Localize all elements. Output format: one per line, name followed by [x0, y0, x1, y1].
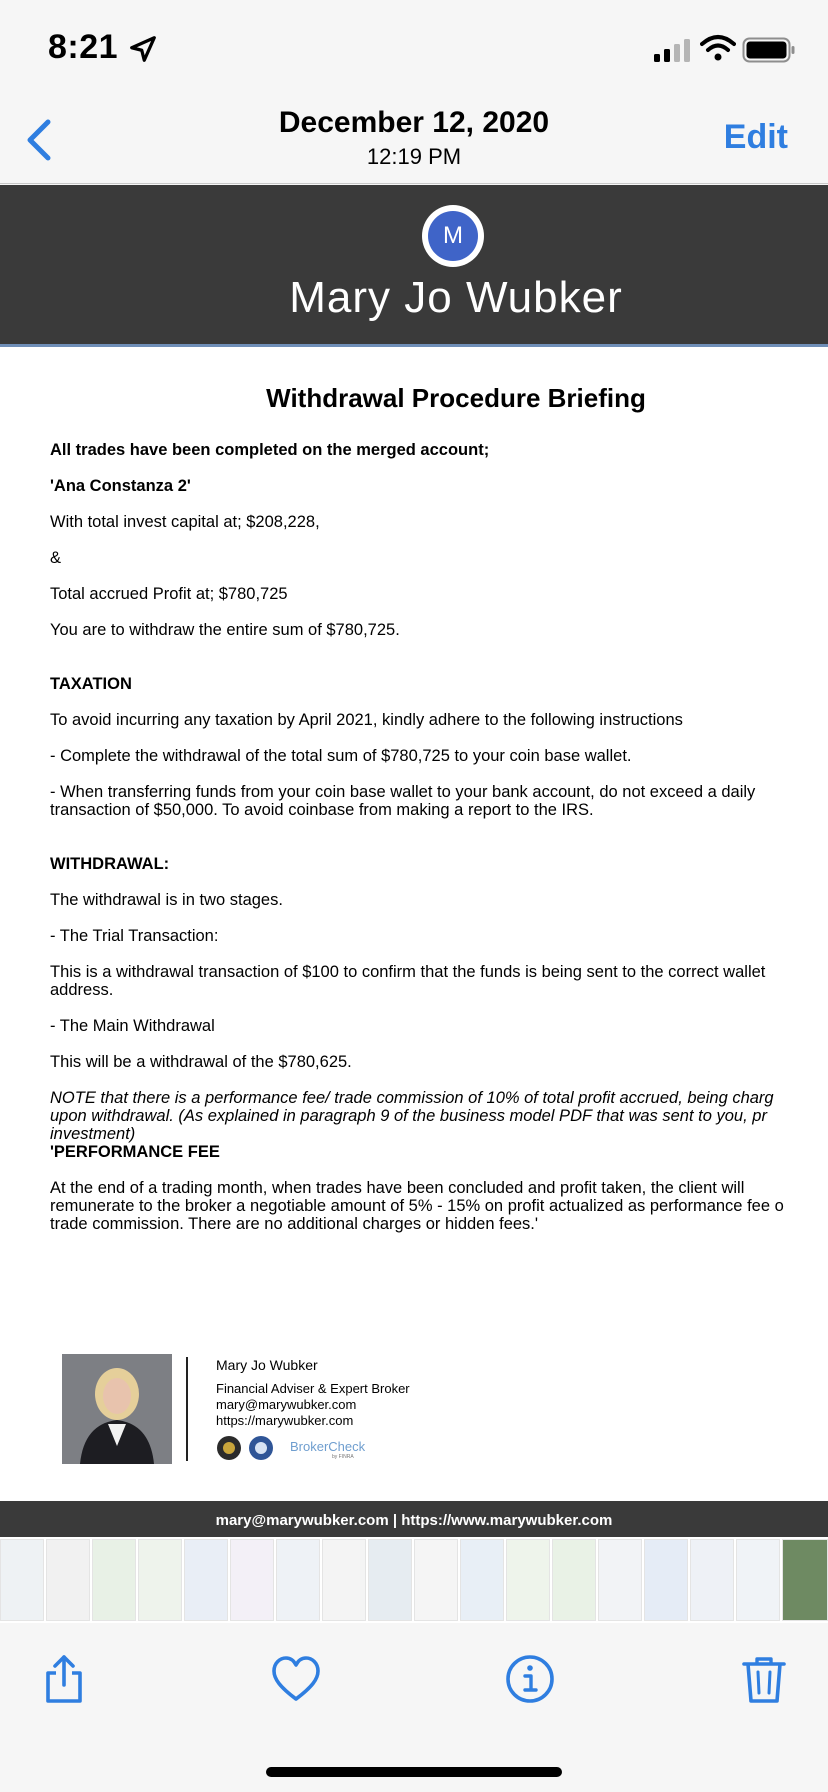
bottom-toolbar [0, 1623, 828, 1792]
section-heading: 'PERFORMANCE FEE [50, 1143, 220, 1161]
brokercheck-badge: BrokerCheck [290, 1439, 366, 1454]
favorite-heart-icon[interactable] [270, 1653, 322, 1705]
thumbnail[interactable] [276, 1539, 320, 1621]
status-bar [0, 0, 828, 96]
document-line: & [50, 549, 62, 567]
thumbnail[interactable] [506, 1539, 550, 1621]
document-line: - The Main Withdrawal [50, 1017, 215, 1035]
thumbnail[interactable] [322, 1539, 366, 1621]
status-time: 8:21 [48, 28, 119, 66]
thumbnail[interactable] [690, 1539, 734, 1621]
document-line: The withdrawal is in two stages. [50, 891, 283, 909]
signature-name: Mary Jo Wubker [216, 1357, 318, 1373]
document-line: - The Trial Transaction: [50, 927, 219, 945]
document-line: To avoid incurring any taxation by April 2021, kindly adhere to the following instructions [50, 711, 683, 729]
signature-email: mary@marywubker.com [216, 1397, 357, 1412]
brokercheck-badge-sub: by FINRA [332, 1454, 354, 1460]
thumbnail[interactable] [46, 1539, 90, 1621]
signature-portrait-image [62, 1354, 172, 1464]
brand-name: Mary Jo Wubker [289, 273, 623, 322]
signature-website: https://marywubker.com [216, 1413, 354, 1428]
document-line: 'Ana Constanza 2' [50, 477, 191, 495]
signature-role: Financial Adviser & Expert Broker [216, 1381, 410, 1396]
document-line: This is a withdrawal transaction of $100 to confirm that the funds is being sent to the correct wallet [50, 963, 766, 981]
document-line: At the end of a trading month, when trades have been concluded and profit taken, the client will [50, 1179, 745, 1197]
document-line: This will be a withdrawal of the $780,625. [50, 1053, 352, 1071]
document-line: - When transferring funds from your coin base wallet to your bank account, do not exceed a daily [50, 783, 756, 801]
photo-time: 12:19 PM [366, 144, 462, 169]
thumbnail[interactable] [552, 1539, 596, 1621]
cellular-signal-icon [652, 38, 692, 62]
photo-date: December 12, 2020 [278, 106, 550, 139]
document-line: address. [50, 981, 114, 999]
document-line: With total invest capital at; $208,228, [50, 513, 320, 531]
thumbnail[interactable] [138, 1539, 182, 1621]
document-line: trade commission. There are no additional charges or hidden fees.' [50, 1215, 539, 1233]
thumbnail[interactable] [230, 1539, 274, 1621]
section-heading: WITHDRAWAL: [50, 855, 170, 873]
edit-button[interactable]: Edit [723, 118, 788, 156]
thumbnail[interactable] [598, 1539, 642, 1621]
thumbnail[interactable] [368, 1539, 412, 1621]
document-header [0, 185, 828, 347]
document-line: You are to withdraw the entire sum of $780,725. [50, 621, 400, 639]
brand-logo-letter: M [428, 211, 478, 261]
portrait-figure-icon [62, 1354, 172, 1464]
share-icon[interactable] [38, 1653, 90, 1705]
document-line: investment) [50, 1125, 136, 1143]
home-indicator[interactable] [266, 1767, 562, 1777]
location-arrow-icon [128, 34, 158, 64]
document-line: NOTE that there is a performance fee/ trade commission of 10% of total profit accrued, being charg [50, 1089, 774, 1107]
thumbnail[interactable] [92, 1539, 136, 1621]
thumbnail[interactable] [782, 1539, 828, 1621]
thumbnail[interactable] [0, 1539, 44, 1621]
wifi-icon [700, 34, 736, 62]
certification-seal-icon [216, 1435, 276, 1461]
thumbnail[interactable] [644, 1539, 688, 1621]
thumbnail-strip[interactable] [0, 1537, 828, 1623]
document-footer: mary@marywubker.com | https://www.marywubker.com [0, 1501, 828, 1537]
thumbnail[interactable] [184, 1539, 228, 1621]
section-heading: TAXATION [50, 675, 132, 693]
document-line: - Complete the withdrawal of the total sum of $780,725 to your coin base wallet. [50, 747, 632, 765]
info-icon[interactable] [504, 1653, 556, 1705]
signature-divider [186, 1357, 188, 1461]
trash-icon[interactable] [738, 1653, 790, 1705]
document-title: Withdrawal Procedure Briefing [266, 383, 646, 413]
document-line: upon withdrawal. (As explained in paragraph 9 of the business model PDF that was sent to you, pr [50, 1107, 767, 1125]
brand-logo [422, 205, 484, 267]
thumbnail[interactable] [414, 1539, 458, 1621]
navigation-bar [0, 96, 828, 184]
photo-content[interactable] [0, 185, 828, 1537]
thumbnail[interactable] [460, 1539, 504, 1621]
document-line: Total accrued Profit at; $780,725 [50, 585, 288, 603]
document-line: remunerate to the broker a negotiable amount of 5% - 15% on profit actualized as performance fee o [50, 1197, 784, 1215]
document-line: All trades have been completed on the merged account; [50, 441, 490, 459]
thumbnail[interactable] [736, 1539, 780, 1621]
document-line: transaction of $50,000. To avoid coinbase from making a report to the IRS. [50, 801, 594, 819]
signature-badges [216, 1435, 396, 1461]
battery-icon [742, 36, 796, 64]
